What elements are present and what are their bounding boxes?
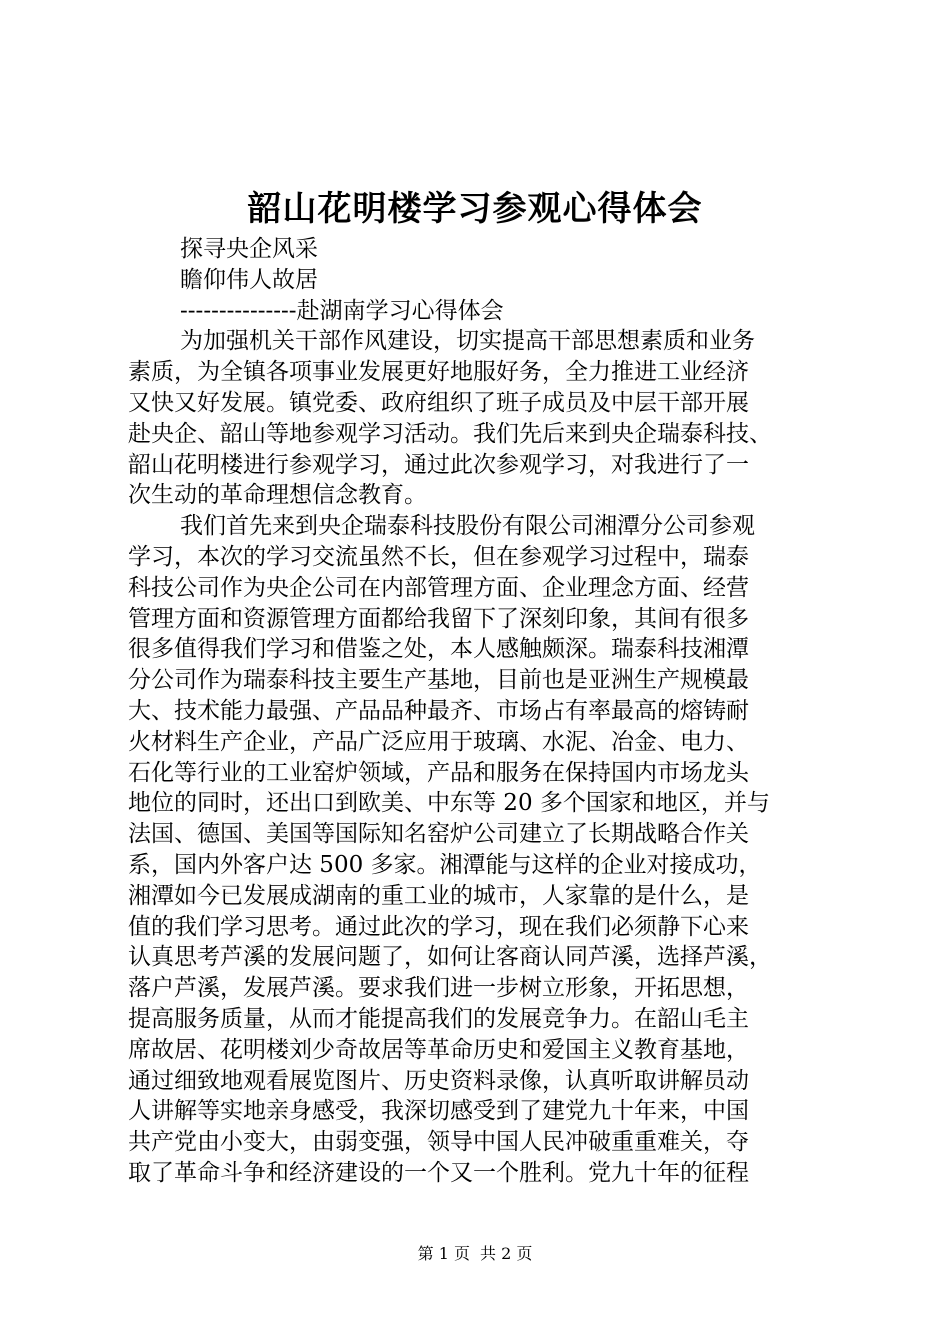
text-line: 科技公司作为央企公司在内部管理方面、企业理念方面、经营: [128, 574, 749, 601]
text-line: 取了革命斗争和经济建设的一个又一个胜利。党九十年的征程: [128, 1159, 749, 1186]
text-line: 石化等行业的工业窑炉领域，产品和服务在保持国内市场龙头: [128, 759, 749, 786]
text-line: 落户芦溪，发展芦溪。要求我们进一步树立形象，开拓思想，: [128, 975, 749, 1002]
text-line: 系，国内外客户达 500 多家。湘潭能与这样的企业对接成功，: [128, 851, 762, 878]
text-line: 席故居、花明楼刘少奇故居等革命历史和爱国主义教育基地，: [128, 1036, 749, 1063]
paragraph-2: [128, 511, 830, 1189]
text-line: 值的我们学习思考。通过此次的学习，现在我们必须静下心来: [128, 913, 749, 940]
text-line: 湘潭如今已发展成湖南的重工业的城市，人家靠的是什么，是: [128, 882, 749, 909]
text-line: 提高服务质量，从而才能提高我们的发展竞争力。在韶山毛主: [128, 1005, 749, 1032]
subheading: 瞻仰伟人故居: [180, 266, 318, 293]
subheading: ---------------赴湖南学习心得体会: [180, 297, 504, 324]
text-line: 人讲解等实地亲身感受，我深切感受到了建党九十年来，中国: [128, 1098, 749, 1125]
text-line: 又快又好发展。镇党委、政府组织了班子成员及中层干部开展: [128, 389, 749, 416]
paragraph-1: [128, 326, 830, 511]
text-line: 学习，本次的学习交流虽然不长，但在参观学习过程中，瑞泰: [128, 543, 749, 570]
page-footer: [0, 1244, 950, 1264]
document-body: [128, 234, 830, 1189]
text-line: 韶山花明楼进行参观学习，通过此次参观学习，对我进行了一: [128, 451, 749, 478]
text-line: 地位的同时，还出口到欧美、中东等 20 多个国家和地区，并与: [128, 790, 770, 817]
text-line: 通过细致地观看展览图片、历史资料录像，认真听取讲解员动: [128, 1067, 749, 1094]
text-line: 赴央企、韶山等地参观学习活动。我们先后来到央企瑞泰科技、: [128, 420, 772, 447]
text-line: 大、技术能力最强、产品品种最齐、市场占有率最高的熔铸耐: [128, 697, 749, 724]
text-line: 认真思考芦溪的发展问题了，如何让客商认同芦溪，选择芦溪，: [128, 944, 772, 971]
text-line: 很多值得我们学习和借鉴之处，本人感触颇深。瑞泰科技湘潭: [128, 636, 749, 663]
subheading: 探寻央企风采: [180, 236, 318, 262]
text-line: 次生动的革命理想信念教育。: [128, 482, 427, 509]
text-line: 我们首先来到央企瑞泰科技股份有限公司湘潭分公司参观: [180, 513, 755, 540]
text-line: 为加强机关干部作风建设，切实提高干部思想素质和业务: [180, 328, 755, 355]
text-line: 火材料生产企业，产品广泛应用于玻璃、水泥、冶金、电力、: [128, 728, 749, 755]
text-line: 分公司作为瑞泰科技主要生产基地，目前也是亚洲生产规模最: [128, 667, 749, 694]
text-line: 管理方面和资源管理方面都给我留下了深刻印象，其间有很多: [128, 605, 749, 632]
document-title: 韶山花明楼学习参观心得体会: [247, 189, 703, 229]
page-number: 第 1 页: [417, 1244, 470, 1263]
text-line: 素质，为全镇各项事业发展更好地服好务，全力推进工业经济: [128, 359, 749, 386]
page-total: 共 2 页: [480, 1244, 533, 1263]
text-line: 共产党由小变大，由弱变强，领导中国人民冲破重重难关，夺: [128, 1129, 749, 1156]
text-line: 法国、德国、美国等国际知名窑炉公司建立了长期战略合作关: [128, 821, 749, 848]
